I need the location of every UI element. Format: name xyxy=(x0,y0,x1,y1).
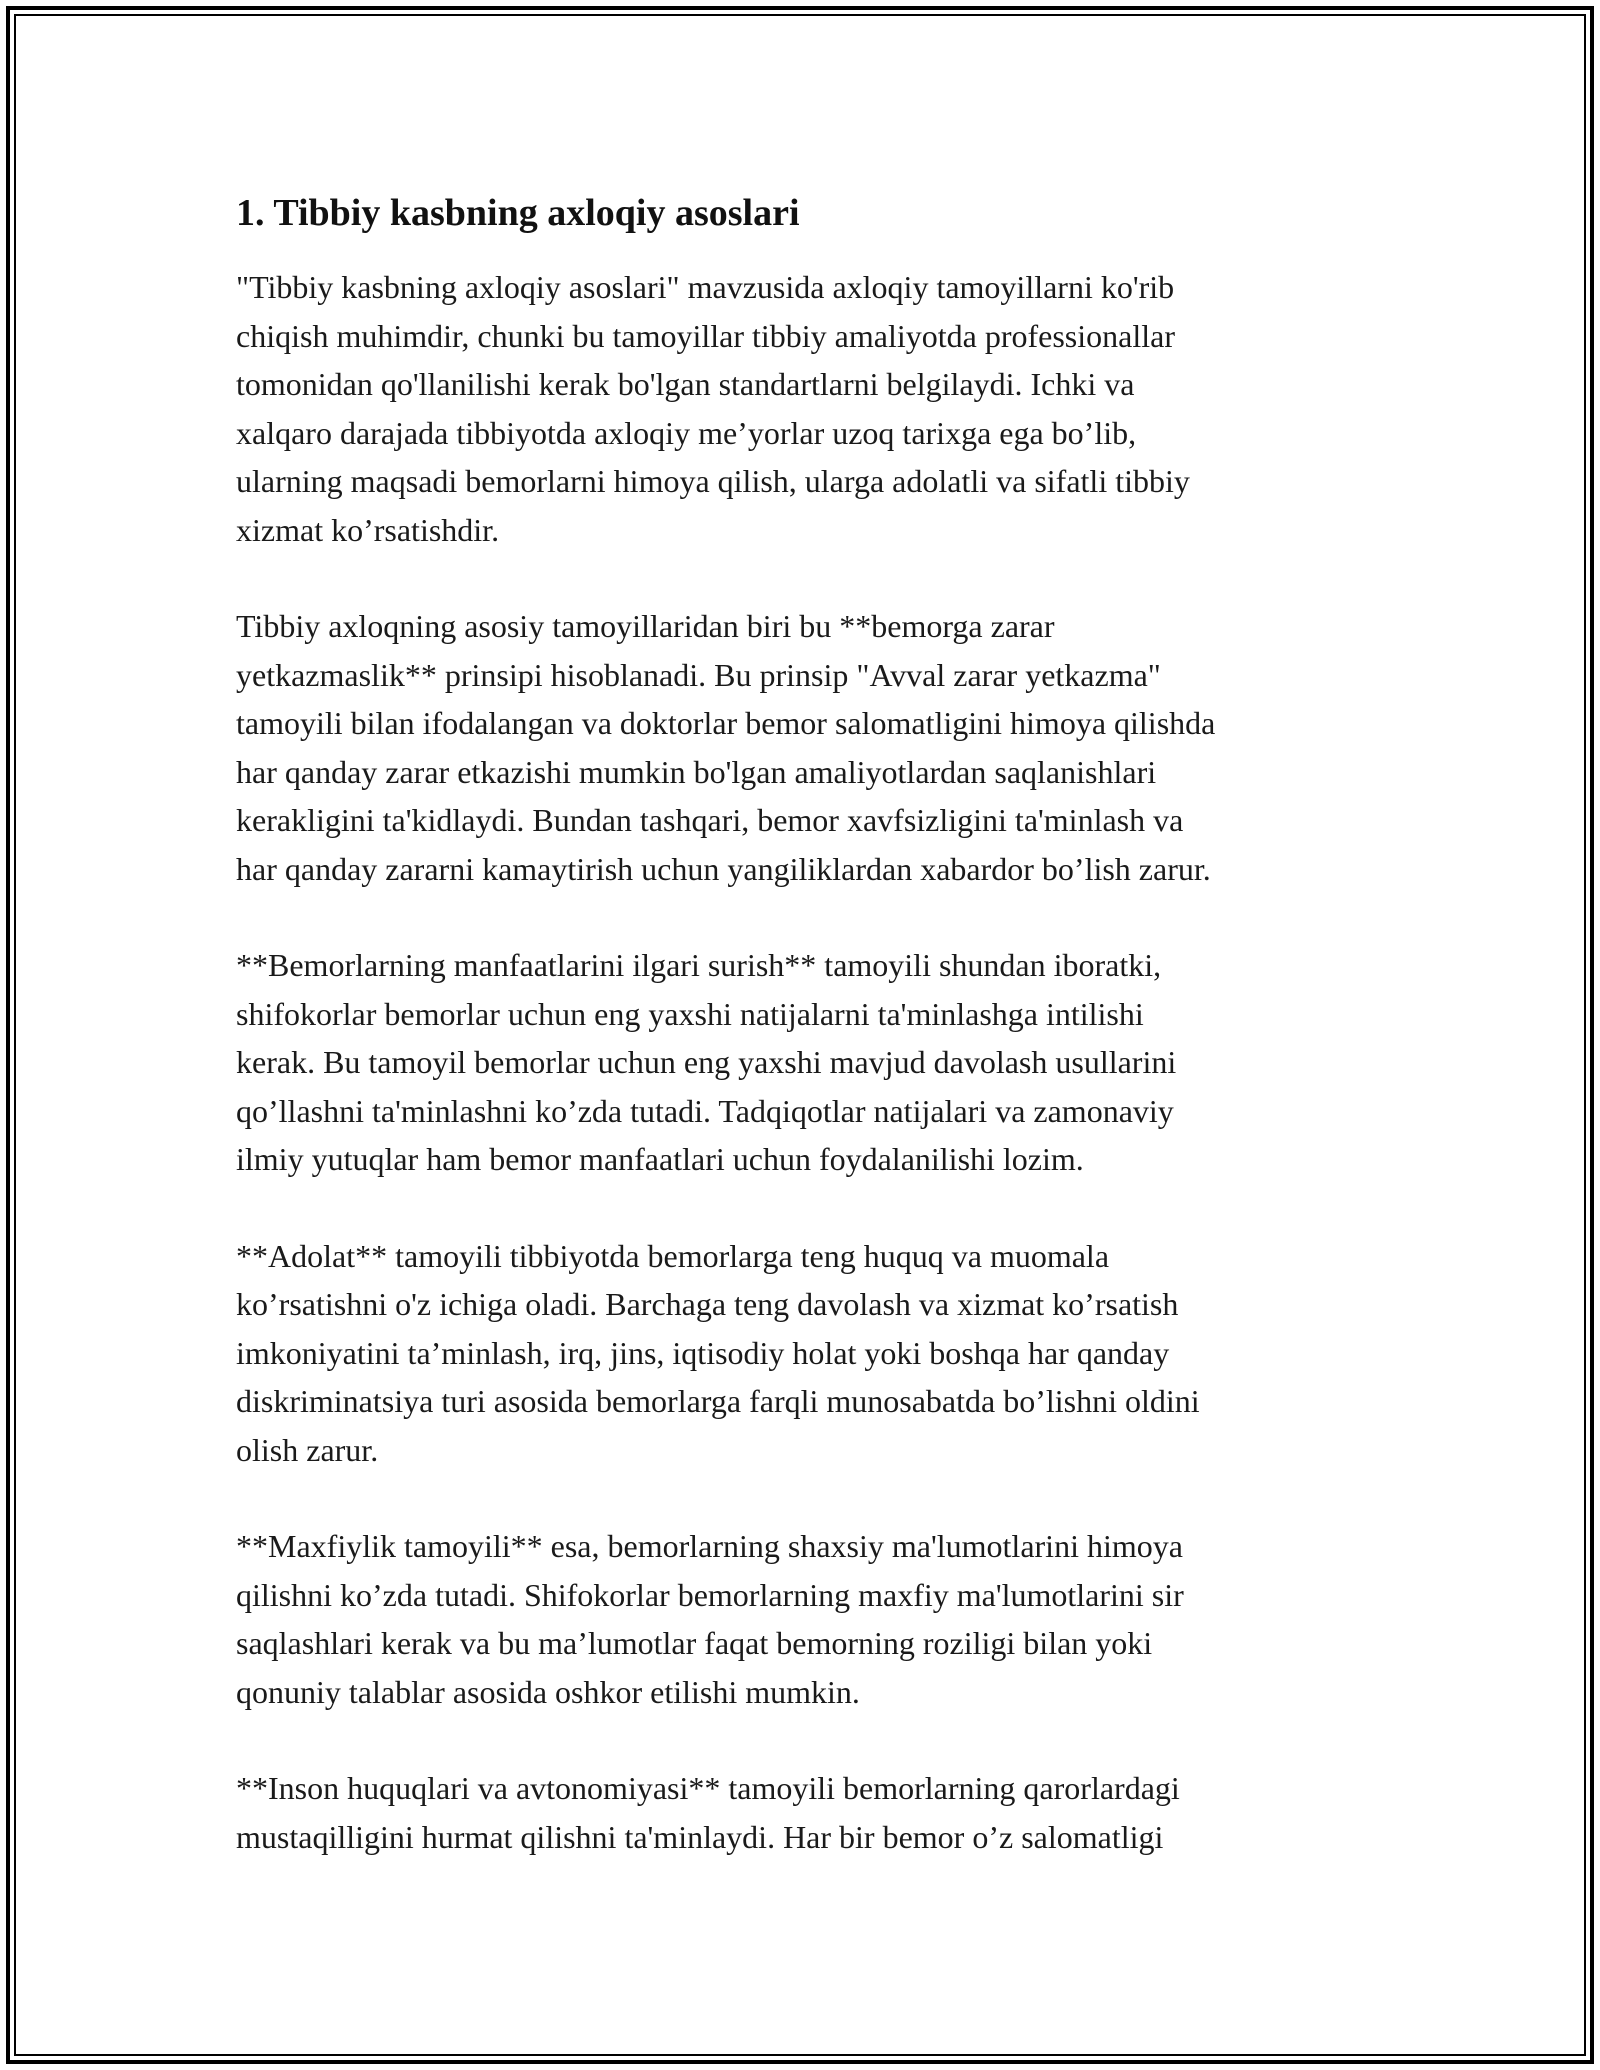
paragraph-intro: "Tibbiy kasbning axloqiy asoslari" mavzusida axloqiy tamoyillarni ko'rib chiqish muhimdir, chunki bu tamoyillar tibbiy amaliyotda professionallar tomonidan qo'llanilishi kerak bo'lgan standartlarni belgilaydi. Ichki va xalqaro darajada tibbiyotda axloqiy me’yorlar uzoq tarixga ega bo’lib, ularning maqsadi bemorlarni himoya qilish, ularga adolatli va sifatli tibbiy xizmat ko’rsatishdir. xyxy=(236,269,1190,548)
document-body xyxy=(236,185,1386,1909)
paragraph-justice: **Adolat** tamoyili tibbiyotda bemorlarga teng huquq va muomala ko’rsatishni o'z ichiga oladi. Barchaga teng davolash va xizmat ko’rsatish imkoniyatini ta’minlash, irq, jins, iqtisodiy holat yoki boshqa har qanday diskriminatsiya turi asosida bemorlarga farqli munosabatda bo’lishni oldini olish zarur. xyxy=(236,1237,1200,1468)
paragraph-do-no-harm: Tibbiy axloqning asosiy tamoyillaridan biri bu **bemorga zarar yetkazmaslik** prinsipi hisoblanadi. Bu prinsip "Avval zarar yetkazma" tamoyili bilan ifodalangan va doktorlar bemor salomatligini himoya qilishda har qanday zarar etkazishi mumkin bo'lgan amaliyotlardan saqlanishlari kerakligini ta'kidlaydi. Bundan tashqari, bemor xavfsizligini ta'minlash va har qanday zararni kamaytirish uchun yangiliklardan xabardor bo’lish zarur. xyxy=(236,608,1216,887)
paragraph-autonomy: **Inson huquqlari va avtonomiyasi** tamoyili bemorlarning qarorlardagi mustaqilligini hurmat qilishni ta'minlaydi. Har bir bemor o’z salomatligi xyxy=(236,1770,1180,1855)
document-title: 1. Tibbiy kasbning axloqiy asoslari xyxy=(236,192,800,234)
paragraph-confidentiality: **Maxfiylik tamoyili** esa, bemorlarning shaxsiy ma'lumotlarini himoya qilishni ko’zda tutadi. Shifokorlar bemorlarning maxfiy ma'lumotlarini sir saqlashlari kerak va bu ma’lumotlar faqat bemorning roziligi bilan yoki qonuniy talablar asosida oshkor etilishi mumkin. xyxy=(236,1528,1184,1710)
paragraph-patient-interests: **Bemorlarning manfaatlarini ilgari surish** tamoyili shundan iboratki, shifokorlar bemorlar uchun eng yaxshi natijalarni ta'minlashga intilishi kerak. Bu tamoyil bemorlar uchun eng yaxshi mavjud davolash usullarini qo’llashni ta'minlashni ko’zda tutadi. Tadqiqotlar natijalari va zamonaviy ilmiy yutuqlar ham bemor manfaatlari uchun foydalanilishi lozim. xyxy=(236,947,1177,1177)
